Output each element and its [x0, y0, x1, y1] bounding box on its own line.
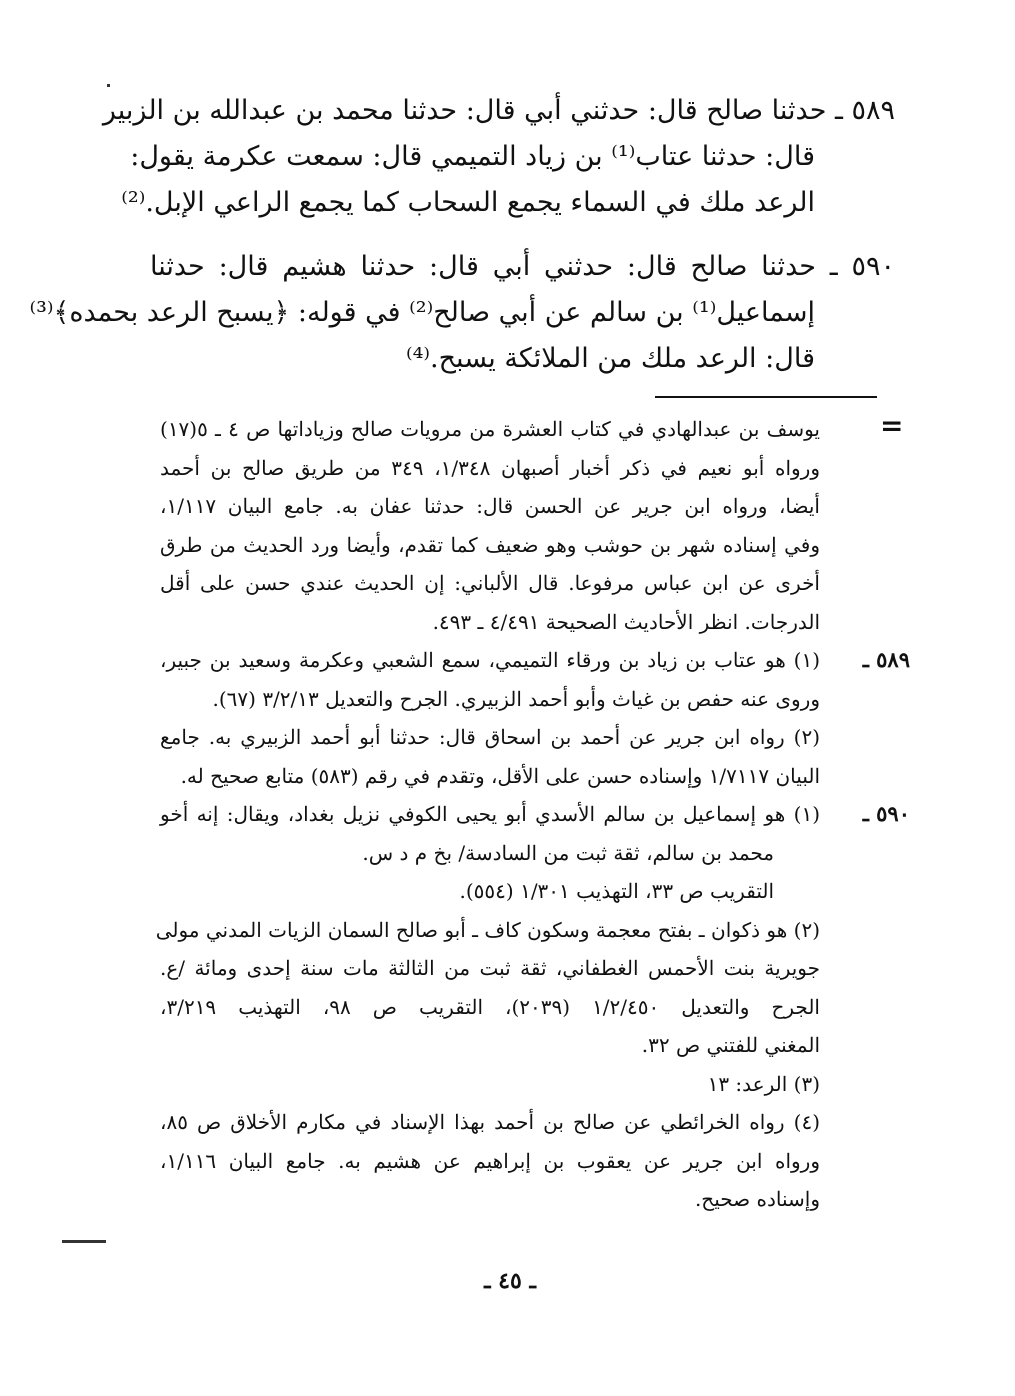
hadith-line: ٥٨٩ ـ حدثنا صالح قال: حدثني أبي قال: حدثنا محمد بن عبدالله بن الزبير: [102, 95, 895, 126]
footnote-line: الدرجات. انظر الأحاديث الصحيحة ٤/٤٩١ ـ ٤٩٣.: [432, 609, 820, 634]
hadith-line: قال: حدثنا عتاب⁽¹⁾ بن زياد التميمي قال: سمعت عكرمة يقول:: [130, 141, 815, 172]
footnote-line: محمد بن سالم، ثقة ثبت من السادسة/ بخ م د س.: [362, 840, 774, 865]
footnote-line: ورواه ابن جرير عن يعقوب بن إبراهيم عن هشيم به. جامع البيان ١/١١٦،: [160, 1148, 820, 1173]
footnote-line: المغني للفتني ص ٣٢.: [641, 1033, 820, 1057]
footnote-line: جويرية بنت الأحمس الغطفاني، ثقة ثبت من الثالثة مات سنة إحدى ومائة /ع.: [160, 956, 820, 980]
hadith-line: قال: الرعد ملك من الملائكة يسبح.⁽⁴⁾: [405, 343, 815, 374]
footnotes-590: [155, 795, 910, 1219]
hadith-line: الرعد ملك في السماء يجمع السحاب كما يجمع الراعي الإبل.⁽²⁾: [121, 187, 815, 218]
footnote-line: وفي إسناده شهر بن حوشب وهو ضعيف كما تقدم، وأيضا ورد الحديث من طرق: [160, 532, 820, 557]
hadith-589: [102, 88, 895, 226]
footnote-line: وروى عنه حفص بن غياث وأبو أحمد الزبيري. الجرح والتعديل ٣/٢/١٣ (٦٧).: [212, 686, 820, 711]
footnote-line: ورواه أبو نعيم في ذكر أخبار أصبهان ١/٣٤٨، ٣٤٩ من طريق صالح بن أحمد: [160, 455, 820, 480]
footnote-continued: [160, 410, 820, 641]
hadith-line: إسماعيل⁽¹⁾ بن سالم عن أبي صالح⁽²⁾ في قوله: ﴿يسبح الرعد بحمده﴾⁽³⁾: [29, 297, 815, 328]
footnote-ref-label: ٥٩٠ ـ: [862, 801, 910, 826]
footnote-line: (٤) رواه الخرائطي عن صالح بن أحمد بهذا الإسناد في مكارم الأخلاق ص ٨٥،: [160, 1110, 821, 1134]
footnote-line: (٢) رواه ابن جرير عن أحمد بن اسحاق قال: حدثنا أبو أحمد الزبيري به. جامع: [160, 725, 821, 749]
scan-speck: [62, 1240, 106, 1243]
continuation-mark: =: [880, 409, 904, 442]
footnote-line: يوسف بن عبدالهادي في كتاب العشرة من مرويات صالح وزياداتها ص ٤ ـ ٥(١٧): [160, 417, 820, 441]
footnote-line: أخرى عن ابن عباس مرفوعا. قال الألباني: إن الحديث عندي حسن على أقل: [160, 571, 820, 595]
footnote-line: (٣) الرعد: ١٣: [707, 1071, 820, 1096]
scan-speck: [107, 84, 110, 87]
footnotes-589: [160, 641, 910, 795]
footnote-line: الجرح والتعديل ١/٢/٤٥٠ (٢٠٣٩)، التقريب ص ٩٨، التهذيب ٣/٢١٩،: [160, 994, 820, 1019]
footnote-line: أيضا، ورواه ابن جرير عن الحسن قال: حدثنا عفان به. جامع البيان ١/١١٧،: [160, 494, 820, 518]
footnote-separator: [655, 396, 877, 398]
hadith-line: ٥٩٠ ـ حدثنا صالح قال: حدثني أبي قال: حدثنا هشيم قال: حدثنا: [150, 251, 895, 282]
footnote-line: (١) هو عتاب بن زياد بن ورقاء التميمي، سمع الشعبي وعكرمة وسعيد بن جبير،: [160, 648, 820, 672]
page-number: ـ ٤٥ ـ: [484, 1268, 536, 1294]
footnote-ref-label: ٥٨٩ ـ: [862, 647, 910, 672]
footnote-line: (١) هو إسماعيل بن سالم الأسدي أبو يحيى الكوفي نزيل بغداد، ويقال: إنه أخو: [160, 802, 820, 826]
footnote-line: التقريب ص ٣٣، التهذيب ١/٣٠١ (٥٥٤).: [459, 879, 774, 903]
footnote-line: وإسناده صحيح.: [694, 1187, 820, 1211]
main-text: [29, 88, 895, 400]
footnotes: [155, 410, 910, 1219]
footnote-line: البيان ١/٧١١٧ وإسناده حسن على الأقل، وتقدم في رقم (٥٨٣) متابع صحيح له.: [180, 763, 820, 788]
hadith-590: [29, 244, 895, 382]
footnote-line: (٢) هو ذكوان ـ بفتح معجمة وسكون كاف ـ أبو صالح السمان الزيات المدني مولى: [155, 917, 820, 942]
